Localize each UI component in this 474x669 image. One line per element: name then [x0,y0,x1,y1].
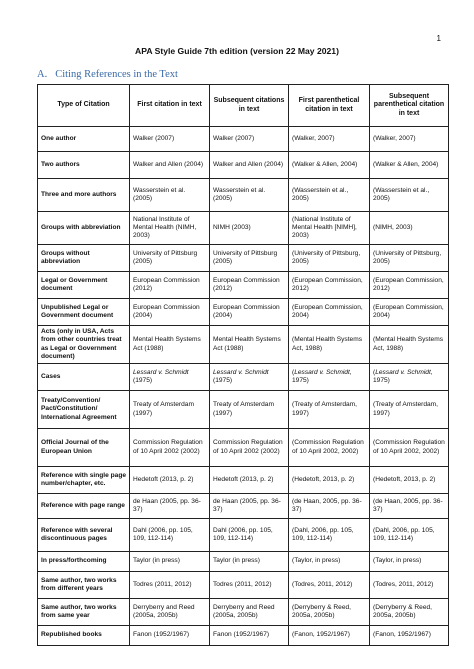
table-row [38,127,449,152]
citation-example-cell: Treaty of Amsterdam (1997) [130,391,210,429]
citation-type-cell: Cases [38,364,130,391]
citation-example-cell: (Hedetoft, 2013, p. 2) [289,467,370,494]
table-row [38,599,449,626]
table-body [38,127,449,646]
citation-example-cell: (Mental Health Systems Act, 1988) [289,326,370,364]
header-first-citation: First citation in text [130,85,210,127]
citation-example-cell: (European Commission, 2012) [289,272,370,299]
table-row [38,626,449,646]
citation-example-cell: Mental Health Systems Act (1988) [130,326,210,364]
header-type-of-citation: Type of Citation [38,85,130,127]
citation-suffix: , 1975) [373,368,433,384]
citation-example-cell: Mental Health Systems Act (1988) [210,326,289,364]
citation-example-cell: (Dahl, 2006, pp. 105, 109, 112-114) [289,519,370,552]
citation-example-cell: Hedetoft (2013, p. 2) [210,467,289,494]
section-title: Citing References in the Text [55,69,178,80]
citation-example-cell: Fanon (1952/1967) [210,626,289,646]
citation-example-cell: Todres (2011, 2012) [130,572,210,599]
table-header-row [38,85,449,127]
citation-example-cell: NIMH (2003) [210,212,289,245]
citation-type-cell: Same author, two works from different years [38,572,130,599]
citation-table [37,84,449,646]
citation-example-cell: (Walker & Allen, 2004) [370,152,449,179]
citation-example-cell: Derryberry and Reed (2005a, 2005b) [210,599,289,626]
citation-example-cell: University of Pittsburg (2005) [130,245,210,272]
citation-example-cell: (de Haan, 2005, pp. 36-37) [370,494,449,519]
citation-example-cell: (University of Pittsburg, 2005) [370,245,449,272]
citation-type-cell: Groups with abbreviation [38,212,130,245]
citation-example-cell: Fanon (1952/1967) [130,626,210,646]
citation-example-cell: University of Pittsburg (2005) [210,245,289,272]
citation-example-cell: Walker (2007) [130,127,210,152]
page-number: 1 [436,34,441,43]
citation-example-cell: European Commission (2012) [130,272,210,299]
citation-type-cell: Same author, two works from same year [38,599,130,626]
citation-example-cell: (Wasserstein et al., 2005) [370,179,449,212]
table-row [38,245,449,272]
table-row [38,364,449,391]
citation-example-cell: Taylor (in press) [130,552,210,572]
case-name: Lessard v. Schmidt [213,368,269,376]
citation-example-cell: National Institute of Mental Health (NIMH, 2003) [130,212,210,245]
citation-example-cell: Dahl (2006, pp. 105, 109, 112-114) [130,519,210,552]
citation-example-cell: (de Haan, 2005, pp. 36-37) [289,494,370,519]
citation-example-cell: Wasserstein et al. (2005) [210,179,289,212]
table-row [38,152,449,179]
citation-example-cell: (European Commission, 2004) [289,299,370,326]
citation-example-cell: (Fanon, 1952/1967) [370,626,449,646]
citation-example-cell: Wasserstein et al. (2005) [130,179,210,212]
citation-type-cell: Reference with page range [38,494,130,519]
citation-example-cell: Derryberry and Reed (2005a, 2005b) [130,599,210,626]
citation-type-cell: Two authors [38,152,130,179]
citation-type-cell: Unpublished Legal or Government document [38,299,130,326]
citation-example-cell [130,364,210,391]
citation-suffix: (1975) [133,377,153,384]
table-row [38,179,449,212]
citation-example-cell: (Mental Health Systems Act, 1988) [370,326,449,364]
citation-example-cell: Treaty of Amsterdam (1997) [210,391,289,429]
citation-type-cell: Three and more authors [38,179,130,212]
citation-suffix: , 1975) [292,368,352,384]
citation-example-cell: (NIMH, 2003) [370,212,449,245]
citation-example-cell: (Treaty of Amsterdam, 1997) [289,391,370,429]
citation-example-cell: (Commission Regulation of 10 April 2002, 2002) [289,429,370,467]
citation-type-cell: Groups without abbreviation [38,245,130,272]
citation-type-cell: One author [38,127,130,152]
citation-example-cell: (Walker, 2007) [370,127,449,152]
citation-example-cell: (Todres, 2011, 2012) [289,572,370,599]
case-name: Lessard v. Schmidt [375,368,431,376]
citation-example-cell: (University of Pittsburg, 2005) [289,245,370,272]
citation-prefix: ( [292,368,295,376]
citation-example-cell: (Taylor, in press) [289,552,370,572]
citation-type-cell: Acts (only in USA, Acts from other countries treat as Legal or Government document) [38,326,130,364]
citation-example-cell: (Treaty of Amsterdam, 1997) [370,391,449,429]
citation-example-cell: Walker and Allen (2004) [130,152,210,179]
citation-example-cell: European Commission (2004) [130,299,210,326]
citation-example-cell: (European Commission, 2004) [370,299,449,326]
citation-example-cell [289,364,370,391]
citation-example-cell: (Taylor, in press) [370,552,449,572]
citation-example-cell: (Todres, 2011, 2012) [370,572,449,599]
citation-example-cell [210,364,289,391]
citation-example-cell: Walker (2007) [210,127,289,152]
table-row [38,467,449,494]
citation-example-cell: (Walker & Allen, 2004) [289,152,370,179]
header-subsequent-citations: Subsequent citations in text [210,85,289,127]
table-row [38,391,449,429]
citation-example-cell: (Hedetoft, 2013, p. 2) [370,467,449,494]
table-row [38,299,449,326]
table-row [38,572,449,599]
citation-type-cell: Treaty/Convention/ Pact/Constitution/ International Agreement [38,391,130,429]
section-heading [37,69,178,80]
citation-example-cell: (Walker, 2007) [289,127,370,152]
citation-example-cell: de Haan (2005, pp. 36-37) [210,494,289,519]
table-row [38,552,449,572]
citation-example-cell: Todres (2011, 2012) [210,572,289,599]
citation-example-cell: (Fanon, 1952/1967) [289,626,370,646]
citation-example-cell: Commission Regulation of 10 April 2002 (2002) [130,429,210,467]
citation-type-cell: Reference with several discontinuous pages [38,519,130,552]
table-row [38,326,449,364]
table-row [38,429,449,467]
table-row [38,519,449,552]
citation-example-cell: Walker and Allen (2004) [210,152,289,179]
citation-prefix: ( [373,368,376,376]
citation-type-cell: Reference with single page number/chapter, etc. [38,467,130,494]
header-subsequent-parenthetical: Subsequent parenthetical citation in text [370,85,449,127]
case-name: Lessard v. Schmidt [133,368,189,376]
citation-example-cell: (Wasserstein et al., 2005) [289,179,370,212]
citation-example-cell: (Derryberry & Reed, 2005a, 2005b) [370,599,449,626]
citation-example-cell: (European Commission, 2012) [370,272,449,299]
table-row [38,272,449,299]
citation-type-cell: Official Journal of the European Union [38,429,130,467]
citation-example-cell: Taylor (in press) [210,552,289,572]
citation-example-cell: Dahl (2006, pp. 105, 109, 112-114) [210,519,289,552]
citation-example-cell: de Haan (2005, pp. 36-37) [130,494,210,519]
citation-example-cell: Commission Regulation of 10 April 2002 (2002) [210,429,289,467]
citation-example-cell [370,364,449,391]
citation-suffix: (1975) [213,377,233,384]
citation-example-cell: Hedetoft (2013, p. 2) [130,467,210,494]
header-first-parenthetical: First parenthetical citation in text [289,85,370,127]
citation-example-cell: European Commission (2004) [210,299,289,326]
citation-type-cell: Republished books [38,626,130,646]
table-row [38,494,449,519]
citation-type-cell: Legal or Government document [38,272,130,299]
case-name: Lessard v. Schmidt [294,368,350,376]
citation-example-cell: European Commission (2012) [210,272,289,299]
citation-example-cell: (National Institute of Mental Health [NIMH], 2003) [289,212,370,245]
citation-example-cell: (Dahl, 2006, pp. 105, 109, 112-114) [370,519,449,552]
section-letter: A. [37,69,48,80]
table-row [38,212,449,245]
citation-type-cell: In press/forthcoming [38,552,130,572]
citation-example-cell: (Commission Regulation of 10 April 2002, 2002) [370,429,449,467]
citation-example-cell: (Derryberry & Reed, 2005a, 2005b) [289,599,370,626]
document-title: APA Style Guide 7th edition (version 22 May 2021) [135,46,339,56]
